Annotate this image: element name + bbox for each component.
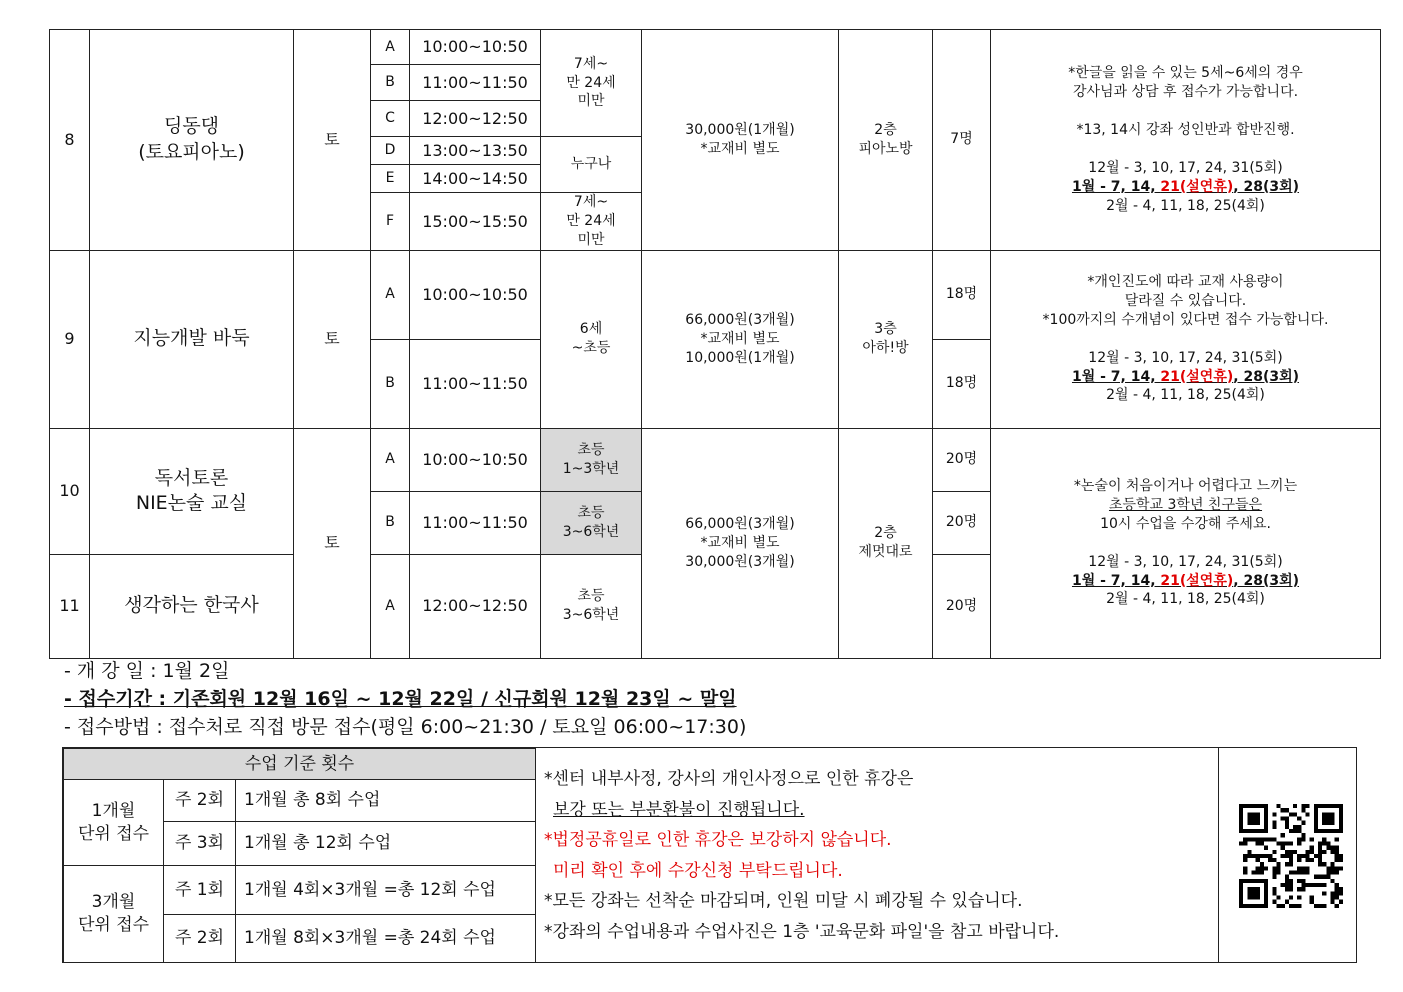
section-time: 15:00~15:50	[410, 193, 541, 251]
course-target: 7세~ 만 24세 미만	[541, 30, 642, 137]
course-room: 3층 아하!방	[839, 250, 933, 428]
course-target: 7세~ 만 24세 미만	[541, 193, 642, 251]
frequency-per-week: 주 1회	[164, 866, 236, 915]
section-id: B	[371, 491, 410, 554]
section-id: A	[371, 250, 410, 339]
section-id: A	[371, 30, 410, 65]
policy-line: *강좌의 수업내용과 수업사진은 1층 '교육문화 파일'을 참고 바랍니다.	[544, 921, 1060, 942]
section-time: 10:00~10:50	[410, 30, 541, 65]
section-time: 13:00~13:50	[410, 137, 541, 165]
section-id: F	[371, 193, 410, 251]
section-time: 12:00~12:50	[410, 101, 541, 137]
frequency-desc: 1개월 총 12회 수업	[236, 822, 536, 866]
section-time: 11:00~11:50	[410, 339, 541, 428]
section-capacity: 18명	[933, 339, 991, 428]
course-memo: *개인진도에 따라 교재 사용량이 달라질 수 있습니다. *100까지의 수개념이 있다면 접수 가능합니다. 12월 - 3, 10, 17, 24, 31(5회) 1월 - 7, 14, 21(설연휴), 28(3회) 2월 - 4, 11, 18, 25(4회)	[991, 250, 1381, 428]
frequency-desc: 1개월 총 8회 수업	[236, 780, 536, 822]
course-memo: *한글을 읽을 수 있는 5세~6세의 경우 강사님과 상담 후 접수가 가능합니다. *13, 14시 강좌 성인반과 합반진행. 12월 - 3, 10, 17, 24, 31(5회) 1월 - 7, 14, 21(설연휴), 28(3회) 2월 - 4, 11, 18, 25(4회)	[991, 30, 1381, 251]
course-day: 토	[294, 428, 371, 658]
frequency-header: 수업 기준 횟수	[64, 749, 536, 780]
section-id: C	[371, 101, 410, 137]
policy-line: 미리 확인 후에 수강신청 부탁드립니다.	[553, 860, 843, 881]
section-target: 초등 3~6학년	[541, 554, 642, 658]
section-target: 초등 3~6학년	[541, 491, 642, 554]
frequency-per-week: 주 3회	[164, 822, 236, 866]
course-name: 딩동댕 (토요피아노)	[90, 30, 294, 251]
frequency-group-label: 3개월 단위 접수	[64, 866, 164, 963]
section-time: 12:00~12:50	[410, 554, 541, 658]
course-room: 2층 제멋대로	[839, 428, 933, 658]
registration-method-note: - 접수방법 : 접수처로 직접 방문 접수(평일 6:00~21:30 / 토요일 06:00~17:30)	[64, 716, 747, 738]
frequency-table	[63, 748, 536, 963]
qr-code-icon[interactable]	[1239, 804, 1343, 908]
registration-period-note: - 접수기간 : 기존회원 12월 16일 ~ 12월 22일 / 신규회원 12월 23일 ~ 말일	[64, 688, 737, 710]
frequency-per-week: 주 2회	[164, 915, 236, 963]
section-capacity: 20명	[933, 554, 991, 658]
policy-line: 보강 또는 부분환불이 진행됩니다.	[553, 799, 805, 820]
frequency-per-week: 주 2회	[164, 780, 236, 822]
course-no: 10	[50, 428, 90, 554]
section-id: B	[371, 65, 410, 101]
section-time: 11:00~11:50	[410, 65, 541, 101]
section-id: D	[371, 137, 410, 165]
course-target: 누구나	[541, 137, 642, 193]
policy-line: *센터 내부사정, 강사의 개인사정으로 인한 휴강은	[544, 769, 914, 789]
section-id: E	[371, 165, 410, 193]
section-id: A	[371, 428, 410, 491]
section-id: A	[371, 554, 410, 658]
frequency-group-label: 1개월 단위 접수	[64, 780, 164, 866]
course-capacity: 7명	[933, 30, 991, 251]
course-day: 토	[294, 250, 371, 428]
section-capacity: 20명	[933, 428, 991, 491]
section-target: 초등 1~3학년	[541, 428, 642, 491]
section-time: 11:00~11:50	[410, 491, 541, 554]
section-time: 10:00~10:50	[410, 428, 541, 491]
course-no: 8	[50, 30, 90, 251]
section-time: 10:00~10:50	[410, 250, 541, 339]
course-no: 11	[50, 554, 90, 658]
policy-line: *법정공휴일로 인한 휴강은 보강하지 않습니다.	[544, 830, 892, 850]
start-date-note: - 개 강 일 : 1월 2일	[64, 660, 230, 682]
enrollment-notes	[64, 657, 746, 741]
policy-notes	[535, 748, 1219, 962]
frequency-desc: 1개월 4회×3개월 =총 12회 수업	[236, 866, 536, 915]
course-table	[49, 29, 1381, 659]
course-memo: *논술이 처음이거나 어렵다고 느끼는 초등학교 3학년 친구들은 10시 수업을 수강해 주세요. 12월 - 3, 10, 17, 24, 31(5회) 1월 - 7, 14, 21(설연휴), 28(3회) 2월 - 4, 11, 18, 25(4회)	[991, 428, 1381, 658]
course-name: 지능개발 바둑	[90, 250, 294, 428]
section-id: B	[371, 339, 410, 428]
course-no: 9	[50, 250, 90, 428]
course-fee: 30,000원(1개월) *교재비 별도	[642, 30, 839, 251]
course-name: 생각하는 한국사	[90, 554, 294, 658]
section-time: 14:00~14:50	[410, 165, 541, 193]
section-capacity: 18명	[933, 250, 991, 339]
frequency-desc: 1개월 8회×3개월 =총 24회 수업	[236, 915, 536, 963]
course-name: 독서토론 NIE논술 교실	[90, 428, 294, 554]
course-fee: 66,000원(3개월) *교재비 별도 30,000원(3개월)	[642, 428, 839, 658]
policy-line: *모든 강좌는 선착순 마감되며, 인원 미달 시 폐강될 수 있습니다.	[544, 891, 1023, 911]
course-fee: 66,000원(3개월) *교재비 별도 10,000원(1개월)	[642, 250, 839, 428]
course-room: 2층 피아노방	[839, 30, 933, 251]
course-day: 토	[294, 30, 371, 251]
section-capacity: 20명	[933, 491, 991, 554]
info-box	[62, 747, 1357, 963]
course-target: 6세 ~초등	[541, 250, 642, 428]
